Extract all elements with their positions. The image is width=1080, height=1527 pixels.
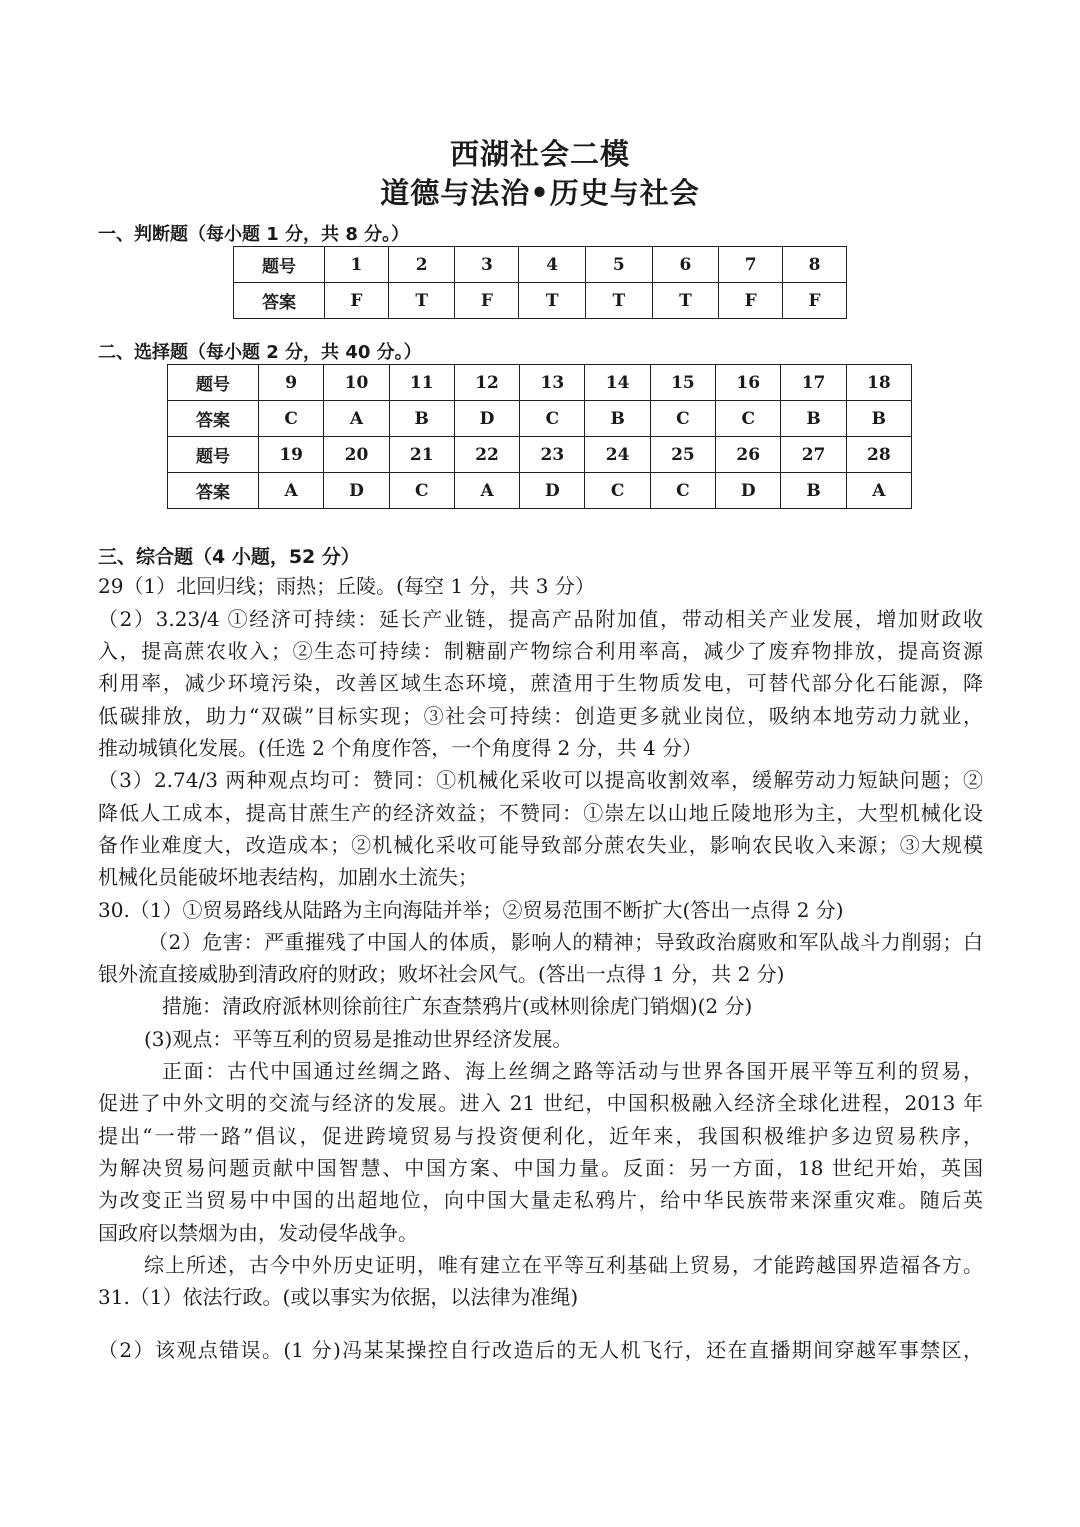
table-cell: D [454, 401, 519, 437]
answer-text-line: 银外流直接威胁到清政府的财政；败坏社会风气。(答出一点得 1 分，共 2 分) [98, 962, 785, 986]
table-cell: A [846, 473, 911, 509]
table-cell: D [716, 473, 781, 509]
table-cell: 18 [846, 365, 911, 401]
table-cell: C [650, 401, 715, 437]
table-cell: 7 [719, 247, 783, 283]
table-cell: A [454, 473, 519, 509]
section2-heading: 二、选择题（每小题 2 分，共 40 分。） [98, 342, 422, 363]
answer-text-line: 正面：古代中国通过丝绸之路、海上丝绸之路等活动与世界各国开展平等互利的贸易， [162, 1059, 983, 1083]
table-cell: 11 [389, 365, 454, 401]
table-cell: T [519, 283, 586, 319]
table-cell: 17 [781, 365, 846, 401]
answer-text-line: 提出“一带一路”倡议，促进跨境贸易与投资便利化，近年来，我国积极维护多边贸易秩序， [98, 1124, 983, 1148]
table-row [168, 473, 912, 509]
table-cell: T [652, 283, 719, 319]
table-row [168, 365, 912, 401]
table-cell: 6 [652, 247, 719, 283]
judgement-table [233, 246, 847, 319]
table-cell: B [389, 401, 454, 437]
table-cell: C [520, 401, 585, 437]
table-row [168, 401, 912, 437]
table-cell: 22 [454, 437, 519, 473]
table-cell: 8 [783, 247, 847, 283]
table-cell: D [324, 473, 389, 509]
table-cell: 25 [650, 437, 715, 473]
row-label-answer: 答案 [234, 283, 325, 319]
table-cell: A [259, 473, 324, 509]
table-cell: 23 [520, 437, 585, 473]
answer-text-line: （3）2.74/3 两种观点均可：赞同：①机械化采收可以提高收割效率，缓解劳动力短缺问题；② [98, 768, 983, 792]
table-row [234, 247, 847, 283]
table-cell: C [389, 473, 454, 509]
answer-text-line: 为改变正当贸易中中国的出超地位，向中国大量走私鸦片，给中华民族带来深重灾难。随后英 [98, 1188, 983, 1212]
answer-text-line: 入，提高蔗农收入；②生态可持续：制糖副产物综合利用率高，减少了废弃物排放，提高资源 [98, 639, 983, 663]
table-cell: 14 [585, 365, 650, 401]
table-cell: 26 [716, 437, 781, 473]
table-cell: 10 [324, 365, 389, 401]
table-cell: 21 [389, 437, 454, 473]
table-cell: C [650, 473, 715, 509]
table-row [234, 283, 847, 319]
answer-text-line: 29（1）北回归线；雨热；丘陵。(每空 1 分，共 3 分） [98, 574, 595, 598]
table-cell: 4 [519, 247, 586, 283]
table-cell: F [719, 283, 783, 319]
row-label-answer: 答案 [168, 473, 259, 509]
table-cell: 16 [716, 365, 781, 401]
answer-text-line: 机械化员能破坏地表结构，加剧水土流失； [98, 865, 478, 889]
table-cell: 28 [846, 437, 911, 473]
table-cell: C [585, 473, 650, 509]
table-cell: 27 [781, 437, 846, 473]
answer-text-line: （2）3.23/4 ①经济可持续：延长产业链，提高产品附加值，带动相关产业发展，增加财政收 [98, 607, 983, 631]
table-cell: 12 [454, 365, 519, 401]
answer-text-line: （2）该观点错误。(1 分)冯某某操控自行改造后的无人机飞行，还在直播期间穿越军事禁区， [98, 1338, 983, 1362]
table-cell: 20 [324, 437, 389, 473]
row-label-answer: 答案 [168, 401, 259, 437]
answer-text-line: 30.（1）①贸易路线从陆路为主向海陆并举；②贸易范围不断扩大(答出一点得 2 分) [98, 898, 844, 922]
table-cell: T [388, 283, 455, 319]
section3-heading: 三、综合题（4 小题，52 分） [98, 546, 360, 568]
doc-title: 西湖社会二模 [449, 137, 630, 171]
row-label-number: 题号 [234, 247, 325, 283]
table-cell: T [585, 283, 652, 319]
table-cell: B [846, 401, 911, 437]
answer-text-line: 综上所述，古今中外历史证明，唯有建立在平等互利基础上贸易，才能跨越国界造福各方。 [144, 1253, 983, 1277]
table-cell: B [585, 401, 650, 437]
table-cell: A [324, 401, 389, 437]
table-cell: D [520, 473, 585, 509]
doc-subtitle: 道德与法治•历史与社会 [380, 176, 700, 210]
answer-text-line: 推动城镇化发展。(任选 2 个角度作答，一个角度得 2 分，共 4 分） [98, 736, 703, 760]
table-cell: F [325, 283, 389, 319]
table-cell: B [781, 401, 846, 437]
table-row [168, 437, 912, 473]
answer-text-line: 促进了中外文明的交流与经济的发展。进入 21 世纪，中国积极融入经济全球化进程，2013 年 [98, 1091, 983, 1115]
answer-text-line: (3)观点：平等互利的贸易是推动世界经济发展。 [144, 1027, 573, 1051]
table-cell: 19 [259, 437, 324, 473]
table-cell: C [259, 401, 324, 437]
row-label-number: 题号 [168, 437, 259, 473]
answer-text-line: （2）危害：严重摧残了中国人的体质，影响人的精神；导致政治腐败和军队战斗力削弱；白 [148, 930, 983, 954]
table-cell: F [783, 283, 847, 319]
answer-text-line: 低碳排放，助力“双碳”目标实现；③社会可持续：创造更多就业岗位，吸纳本地劳动力就业， [98, 704, 983, 728]
answer-text-line: 为解决贸易问题贡献中国智慧、中国方案、中国力量。反面：另一方面，18 世纪开始，英国 [98, 1156, 983, 1180]
section1-heading: 一、判断题（每小题 1 分，共 8 分。） [98, 224, 410, 245]
answer-text-line: 31.（1）依法行政。(或以事实为依据，以法律为准绳) [98, 1285, 579, 1309]
table-cell: 5 [585, 247, 652, 283]
answer-text-line: 备作业难度大，改造成本；②机械化采收可能导致部分蔗农失业，影响农民收入来源；③大规模 [98, 833, 983, 857]
table-cell: 1 [325, 247, 389, 283]
answer-text-line: 利用率，减少环境污染，改善区域生态环境，蔗渣用于生物质发电，可替代部分化石能源，降 [98, 671, 983, 695]
table-cell: 13 [520, 365, 585, 401]
answer-text-line: 国政府以禁烟为由，发动侵华战争。 [98, 1221, 418, 1245]
table-cell: B [781, 473, 846, 509]
row-label-number: 题号 [168, 365, 259, 401]
table-cell: 2 [388, 247, 455, 283]
answer-text-line: 措施：清政府派林则徐前往广东查禁鸦片(或林则徐虎门销烟)(2 分) [162, 994, 753, 1018]
table-cell: 9 [259, 365, 324, 401]
table-cell: C [716, 401, 781, 437]
answer-text-line: 降低人工成本，提高甘蔗生产的经济效益；不赞同：①崇左以山地丘陵地形为主，大型机械化设 [98, 801, 983, 825]
table-cell: 3 [455, 247, 519, 283]
table-cell: 15 [650, 365, 715, 401]
table-cell: 24 [585, 437, 650, 473]
choice-table [167, 364, 912, 509]
table-cell: F [455, 283, 519, 319]
